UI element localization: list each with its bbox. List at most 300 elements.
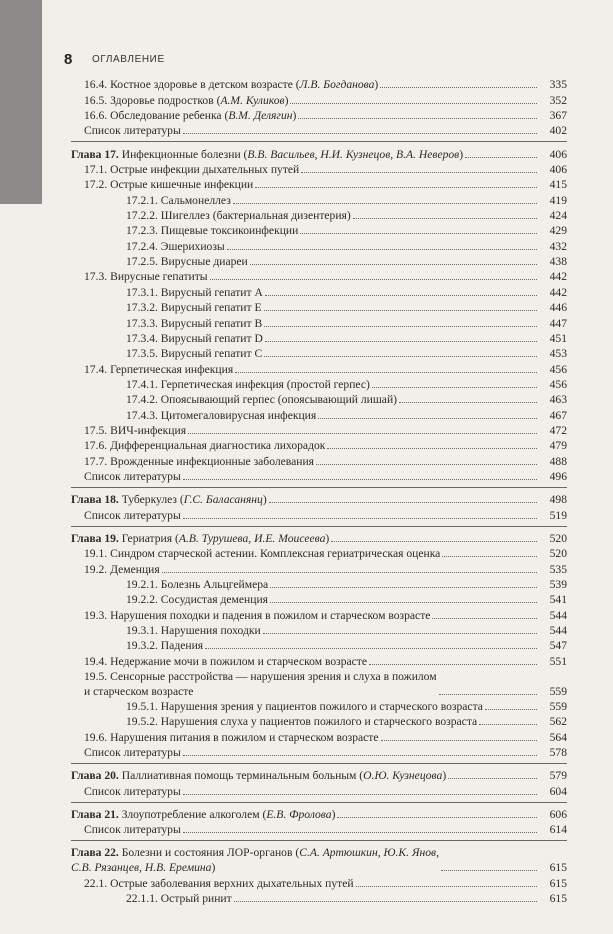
entry-page-number: 578 <box>549 746 567 760</box>
dot-leader <box>183 479 537 480</box>
dot-leader <box>162 572 537 573</box>
toc-entry-text <box>126 592 268 607</box>
dot-leader <box>331 541 537 542</box>
entry-title: Список литературы <box>84 469 181 483</box>
toc-entry-row <box>71 177 567 192</box>
entry-title: Список литературы <box>84 746 181 760</box>
chapter-label: Глава 22. <box>71 846 119 860</box>
toc-entry-text <box>71 531 329 546</box>
dot-leader <box>183 518 537 519</box>
entry-title: Здоровье подростков ( <box>110 93 221 107</box>
entry-number: 19.5.1. <box>126 700 158 714</box>
entry-title: Злоупотребление алкоголем ( <box>118 808 267 822</box>
toc-entry-text <box>126 392 397 407</box>
toc-entry-text <box>84 669 437 699</box>
entry-number: 17.3. <box>84 270 108 284</box>
toc-entry-text <box>84 362 233 377</box>
entry-close-paren: ) <box>211 861 216 875</box>
entry-number: 17.3.3. <box>126 316 158 330</box>
dot-leader <box>301 172 537 173</box>
toc-entry-row <box>71 192 567 207</box>
entry-author: А.М. Куликов <box>220 93 285 107</box>
dot-leader <box>442 556 537 557</box>
entry-page-number: 544 <box>549 624 567 638</box>
dot-leader <box>369 664 537 665</box>
entry-page-number: 432 <box>549 239 567 253</box>
toc-entry-text <box>84 876 354 891</box>
chapter-label: Глава 19. <box>71 531 119 545</box>
entry-title: Сенсорные расстройства — нарушения зрения и слуха в пожилом <box>110 669 437 683</box>
entry-page-number: 352 <box>549 93 567 107</box>
entry-title: ВИЧ-инфекция <box>110 423 187 437</box>
dot-leader <box>250 264 537 265</box>
running-head: ОГЛАВЛЕНИЕ <box>92 54 165 65</box>
toc-entry-text <box>84 93 288 108</box>
dot-leader <box>270 602 537 603</box>
entry-author: О.Ю. Кузнецова <box>363 769 443 783</box>
dot-leader <box>188 433 537 434</box>
dot-leader <box>353 218 537 219</box>
entry-number: 17.4. <box>84 362 108 376</box>
toc-chapter-row <box>71 531 567 546</box>
entry-page-number: 429 <box>549 224 567 238</box>
entry-page-number: 520 <box>549 531 567 545</box>
entry-page-number: 519 <box>549 508 567 522</box>
entry-page-number: 456 <box>549 377 567 391</box>
entry-author: В.М. Делягин <box>228 109 293 123</box>
entry-page-number: 446 <box>549 301 567 315</box>
entry-close-paren: ) <box>292 109 297 123</box>
dot-leader <box>269 502 537 503</box>
entry-page-number: 463 <box>549 393 567 407</box>
entry-number: 22.1. <box>84 876 108 890</box>
toc-entry-row <box>71 592 567 607</box>
entry-title: Вирусный гепатит B <box>160 316 263 330</box>
dot-leader <box>235 372 537 373</box>
entry-page-number: 496 <box>549 469 567 483</box>
toc-entry-row <box>71 729 567 744</box>
entry-title: Инфекционные болезни ( <box>118 147 248 161</box>
entry-number: 19.3.2. <box>126 639 158 653</box>
toc-entry-row <box>71 653 567 668</box>
entry-number: 17.3.2. <box>126 301 158 315</box>
toc-entry-row <box>71 392 567 407</box>
entry-close-paren: ) <box>325 531 330 545</box>
gray-thumb-tab <box>0 0 42 204</box>
toc-entry-row <box>71 783 567 798</box>
dot-leader <box>441 870 537 871</box>
entry-page-number: 438 <box>549 255 567 269</box>
entry-title: Дифференциальная диагностика лихорадок <box>110 439 326 453</box>
dot-leader <box>479 724 537 725</box>
toc-entry-text <box>84 423 186 438</box>
toc-entry-row <box>71 561 567 576</box>
dot-leader <box>183 794 537 795</box>
entry-number: 16.6. <box>84 109 108 123</box>
entry-number: 17.2.1. <box>126 193 158 207</box>
entry-page-number: 406 <box>549 163 567 177</box>
entry-number: 19.2. <box>84 562 108 576</box>
entry-close-paren: ) <box>374 78 379 92</box>
entry-page-number: 614 <box>549 823 567 837</box>
entry-number: 17.1. <box>84 163 108 177</box>
entry-page-number: 579 <box>549 769 567 783</box>
toc-entry-text <box>84 508 181 523</box>
toc-entry-text <box>84 654 367 669</box>
dot-leader <box>264 310 537 311</box>
entry-number: 17.4.3. <box>126 408 158 422</box>
entry-page-number: 615 <box>549 892 567 906</box>
toc-entry-row <box>71 269 567 284</box>
toc-entry-row <box>71 162 567 177</box>
entry-page-number: 559 <box>549 700 567 714</box>
dot-leader <box>183 133 537 134</box>
toc-entry-text <box>126 346 262 361</box>
dot-leader <box>372 387 537 388</box>
toc-entry-text <box>71 492 267 507</box>
dot-leader <box>485 709 537 710</box>
entry-page-number: 551 <box>549 654 567 668</box>
toc-entry-row <box>71 453 567 468</box>
chapter-label: Глава 18. <box>71 493 119 507</box>
toc-entry-text <box>84 162 299 177</box>
entry-title: Недержание мочи в пожилом и старческом возрасте <box>110 654 368 668</box>
toc-entry-text <box>126 638 203 653</box>
toc-entry-row <box>71 300 567 315</box>
entry-author-continuation: С.В. Рязанцев, Н.В. Еремина <box>71 861 212 875</box>
entry-title: Вирусные гепатиты <box>110 270 208 284</box>
toc-entry-row <box>71 254 567 269</box>
entry-title: Обследование ребенка ( <box>110 109 229 123</box>
toc-entry-text <box>71 768 446 783</box>
toc-chapter-row <box>71 845 567 875</box>
toc-entry-row <box>71 607 567 622</box>
toc-entry-text <box>126 285 263 300</box>
chapter-separator <box>71 487 567 488</box>
toc-entry-row <box>71 108 567 123</box>
entry-number: 17.6. <box>84 439 108 453</box>
entry-title: Гериатрия ( <box>118 531 179 545</box>
entry-close-paren: ) <box>442 769 447 783</box>
entry-number: 17.7. <box>84 454 108 468</box>
toc-entry-text <box>71 807 335 822</box>
toc-entry-row <box>71 377 567 392</box>
entry-number: 17.3.4. <box>126 331 158 345</box>
toc-entry-text <box>126 316 262 331</box>
toc-entry-text <box>126 300 262 315</box>
entry-title: Болезнь Альцгеймера <box>160 578 269 591</box>
entry-title: Острые инфекции дыхательных путей <box>110 163 300 177</box>
dot-leader <box>264 356 537 357</box>
toc-entry-text <box>126 408 316 423</box>
entry-title: Нарушения питания в пожилом и старческом возрасте <box>110 730 379 744</box>
chapter-separator <box>71 763 567 764</box>
dot-leader <box>234 901 537 902</box>
entry-number: 17.5. <box>84 423 108 437</box>
toc-entry-row <box>71 577 567 592</box>
dot-leader <box>270 587 537 588</box>
entry-number: 17.2.3. <box>126 224 158 238</box>
entry-page-number: 442 <box>549 270 567 284</box>
dot-leader <box>316 464 537 465</box>
entry-title: Шигеллез (бактериальная дизентерия) <box>160 209 351 223</box>
toc-entry-text <box>126 699 483 714</box>
dot-leader <box>448 778 537 779</box>
dot-leader <box>255 187 537 188</box>
toc-entry-text <box>126 714 477 729</box>
entry-title: Вирусные диареи <box>160 255 248 269</box>
dot-leader <box>227 249 537 250</box>
entry-number: 19.5. <box>84 669 108 683</box>
entry-author: Л.В. Богданова <box>299 78 375 92</box>
entry-title: Цитомегаловирусная инфекция <box>160 408 317 422</box>
toc-entry-text <box>84 438 325 453</box>
dot-leader <box>233 203 537 204</box>
entry-page-number: 419 <box>549 193 567 207</box>
entry-close-paren: ) <box>262 493 267 507</box>
entry-page-number: 406 <box>549 147 567 161</box>
page-number: 8 <box>64 51 73 68</box>
entry-page-number: 367 <box>549 109 567 123</box>
toc-entry-row <box>71 92 567 107</box>
toc-entry-row <box>71 284 567 299</box>
entry-page-number: 559 <box>549 684 567 698</box>
toc-entry-text <box>84 108 296 123</box>
dot-leader <box>380 87 537 88</box>
entry-page-number: 453 <box>549 347 567 361</box>
toc-entry-row <box>71 714 567 729</box>
entry-title: Вирусный гепатит E <box>160 301 262 315</box>
entry-title: Вирусный гепатит D <box>160 331 263 345</box>
dot-leader <box>210 279 537 280</box>
entry-title: Вирусный гепатит C <box>160 347 263 361</box>
entry-page-number: 402 <box>549 124 567 138</box>
entry-page-number: 447 <box>549 316 567 330</box>
entry-title: Нарушения зрения у пациентов пожилого и старческого возраста <box>160 700 483 714</box>
toc-entry-row <box>71 238 567 253</box>
toc-entry-row <box>71 208 567 223</box>
toc-entry-row <box>71 507 567 522</box>
toc-entry-row <box>71 423 567 438</box>
entry-author: Г.С. Баласанянц <box>183 493 263 507</box>
toc-entry-text <box>84 562 160 577</box>
entry-title: Острый ринит <box>160 892 232 906</box>
entry-page-number: 535 <box>549 562 567 576</box>
toc-entry-row <box>71 438 567 453</box>
dot-leader <box>465 157 537 158</box>
toc-entry-text <box>84 269 208 284</box>
toc-entry-row <box>71 77 567 92</box>
entry-title: Туберкулез ( <box>118 493 184 507</box>
toc-entry-row <box>71 623 567 638</box>
toc-entry-row <box>71 875 567 890</box>
entry-number: 16.5. <box>84 93 108 107</box>
toc-entry-text <box>84 608 430 623</box>
entry-number: 19.3.1. <box>126 624 158 638</box>
entry-title: Паллиативная помощь терминальным больным ( <box>118 769 364 783</box>
toc-entry-text <box>84 784 181 799</box>
dot-leader <box>327 448 537 449</box>
dot-leader <box>318 418 537 419</box>
chapter-separator <box>71 802 567 803</box>
entry-number: 19.5.2. <box>126 715 158 729</box>
entry-page-number: 456 <box>549 362 567 376</box>
entry-title: Врожденные инфекционные заболевания <box>110 454 314 468</box>
chapter-separator <box>71 840 567 841</box>
entry-page-number: 615 <box>549 876 567 890</box>
toc-entry-text <box>71 845 439 875</box>
entry-page-number: 564 <box>549 730 567 744</box>
entry-title: Опоясывающий герпес (опоясывающий лишай) <box>160 393 398 407</box>
toc-entry-row <box>71 891 567 906</box>
toc-entry-text <box>84 177 253 192</box>
entry-title: Список литературы <box>84 784 181 798</box>
entry-page-number: 541 <box>549 593 567 607</box>
entry-page-number: 488 <box>549 454 567 468</box>
entry-title: Деменция <box>110 562 160 576</box>
toc-entry-text <box>126 891 232 906</box>
entry-number: 17.2.5. <box>126 255 158 269</box>
chapter-label: Глава 20. <box>71 769 119 783</box>
dot-leader <box>264 326 537 327</box>
dot-leader <box>265 341 537 342</box>
toc-entry-text <box>84 123 181 138</box>
toc-entry-text <box>84 546 440 561</box>
toc-chapter-row <box>71 768 567 783</box>
entry-page-number: 615 <box>549 861 567 875</box>
dot-leader <box>356 886 537 887</box>
entry-number: 19.1. <box>84 547 108 561</box>
entry-title: Нарушения походки <box>160 624 261 638</box>
entry-number: 17.2. <box>84 178 108 192</box>
entry-title: Список литературы <box>84 508 181 522</box>
entry-number: 19.6. <box>84 730 108 744</box>
entry-page-number: 479 <box>549 439 567 453</box>
entry-number: 17.2.2. <box>126 209 158 223</box>
chapter-separator <box>71 141 567 142</box>
entry-number: 17.3.5. <box>126 347 158 361</box>
entry-number: 17.4.1. <box>126 377 158 391</box>
toc-chapter-row <box>71 146 567 161</box>
toc-entry-text <box>126 623 261 638</box>
entry-page-number: 424 <box>549 209 567 223</box>
toc-entry-text <box>126 254 248 269</box>
entry-title: Костное здоровье в детском возрасте ( <box>110 78 300 92</box>
toc-entry-text <box>71 147 463 162</box>
entry-title: Список литературы <box>84 823 181 837</box>
entry-page-number: 539 <box>549 578 567 591</box>
toc-entry-row <box>71 361 567 376</box>
entry-title: Герпетическая инфекция <box>110 362 234 376</box>
dot-leader <box>300 233 537 234</box>
dot-leader <box>265 295 537 296</box>
dot-leader <box>432 618 537 619</box>
dot-leader <box>337 817 537 818</box>
entry-page-number: 547 <box>549 639 567 653</box>
entry-author: Е.В. Фролова <box>266 808 332 822</box>
entry-number: 19.3. <box>84 608 108 622</box>
toc-entry-text <box>126 208 351 223</box>
toc-entry-row <box>71 638 567 653</box>
entry-number: 17.4.2. <box>126 393 158 407</box>
toc-entry-text <box>84 454 314 469</box>
chapter-label: Глава 21. <box>71 808 119 822</box>
entry-title: Эшерихиозы <box>160 239 225 253</box>
dot-leader <box>290 103 537 104</box>
toc-entry-row <box>71 223 567 238</box>
entry-close-paren: ) <box>284 93 289 107</box>
entry-close-paren: ) <box>459 147 464 161</box>
toc-entry-text <box>84 730 379 745</box>
entry-title: Сосудистая деменция <box>160 593 268 607</box>
toc-chapter-row <box>71 807 567 822</box>
dot-leader <box>439 694 537 695</box>
dot-leader <box>399 402 537 403</box>
toc-entry-row <box>71 822 567 837</box>
toc-entry-row <box>71 699 567 714</box>
toc-entry-text <box>126 193 231 208</box>
entry-page-number: 472 <box>549 423 567 437</box>
entry-number: 19.2.1. <box>126 578 158 591</box>
entry-number: 19.4. <box>84 654 108 668</box>
toc-entry-text <box>126 377 370 392</box>
toc-chapter-row <box>71 492 567 507</box>
dot-leader <box>381 740 537 741</box>
dot-leader <box>183 755 537 756</box>
entry-author: А.В. Турушева, И.Е. Моисеева <box>178 531 326 545</box>
entry-page-number: 415 <box>549 178 567 192</box>
entry-page-number: 604 <box>549 784 567 798</box>
toc-entry-row <box>71 331 567 346</box>
dot-leader <box>183 832 537 833</box>
toc-entry-row <box>71 745 567 760</box>
toc-entry-text <box>84 745 181 760</box>
entry-page-number: 498 <box>549 493 567 507</box>
entry-title: Острые кишечные инфекции <box>110 178 254 192</box>
entry-number: 16.4. <box>84 78 108 92</box>
table-of-contents <box>71 77 567 906</box>
entry-author: С.А. Артюшкин, Ю.К. Янов, <box>299 846 439 860</box>
entry-title: Нарушения слуха у пациентов пожилого и старческого возраста <box>160 715 478 729</box>
entry-title: Болезни и состояния ЛОР-органов ( <box>118 846 300 860</box>
entry-number: 17.2.4. <box>126 239 158 253</box>
dot-leader <box>298 118 537 119</box>
toc-entry-row <box>71 546 567 561</box>
entry-page-number: 520 <box>549 547 567 561</box>
toc-entry-text <box>84 822 181 837</box>
toc-entry-text <box>126 239 225 254</box>
entry-number: 22.1.1. <box>126 892 158 906</box>
entry-page-number: 562 <box>549 715 567 729</box>
entry-page-number: 442 <box>549 285 567 299</box>
entry-title: Пищевые токсикоинфекции <box>160 224 299 238</box>
entry-page-number: 467 <box>549 408 567 422</box>
entry-title: Синдром старческой астении. Комплексная гериатрическая оценка <box>110 547 441 561</box>
toc-entry-row <box>71 346 567 361</box>
toc-entry-text <box>126 577 268 592</box>
entry-title: Нарушения походки и падения в пожилом и старческом возрасте <box>110 608 431 622</box>
toc-entry-text <box>126 331 263 346</box>
entry-title: Вирусный гепатит A <box>160 285 263 299</box>
entry-title: Список литературы <box>84 124 181 138</box>
toc-entry-row <box>71 123 567 138</box>
entry-number: 19.2.2. <box>126 593 158 607</box>
toc-entry-text <box>84 469 181 484</box>
toc-entry-row <box>71 669 567 699</box>
chapter-separator <box>71 526 567 527</box>
entry-page-number: 544 <box>549 608 567 622</box>
entry-page-number: 451 <box>549 331 567 345</box>
